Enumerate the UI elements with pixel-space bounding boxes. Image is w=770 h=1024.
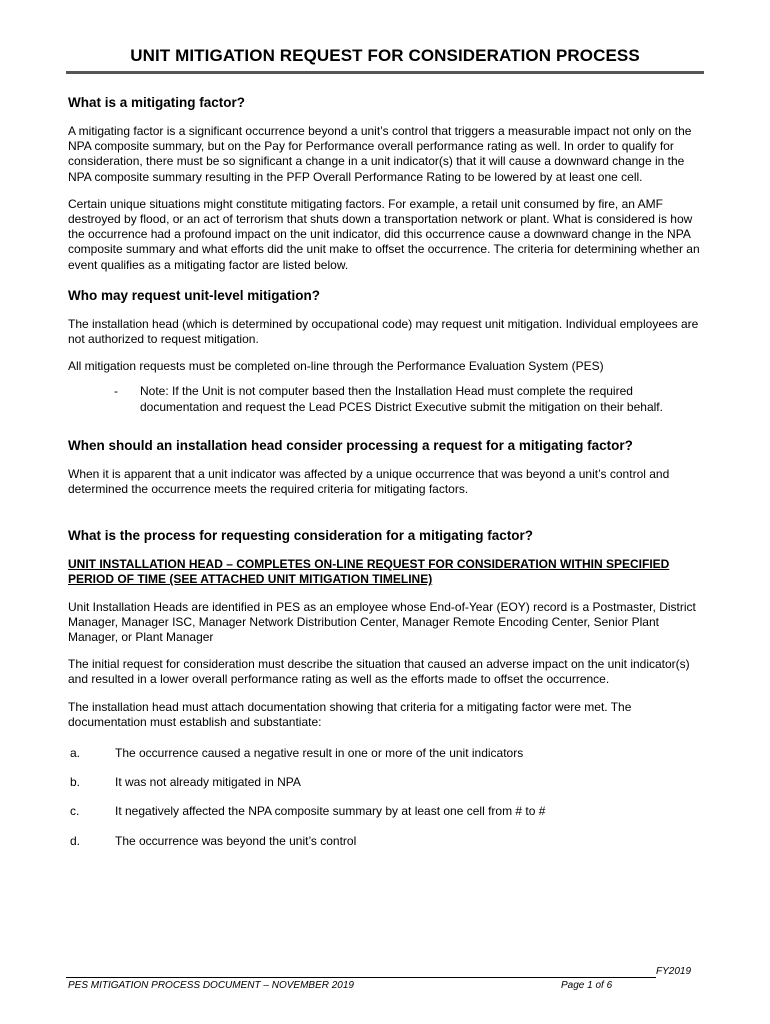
section-heading-who-may-request: Who may request unit-level mitigation?: [68, 287, 321, 303]
footer-page-number: Page 1 of 6: [561, 980, 613, 991]
section-heading-when-to-process: When should an installation head consider processing a request for a mitigating factor?: [68, 437, 633, 453]
note-text: Note: If the Unit is not computer based then the Installation Head must complete the required documentation and request the Lead PCES District Executive submit the mitigation on their behalf.: [140, 384, 663, 414]
footer-divider: [66, 977, 656, 978]
paragraph: Unit Installation Heads are identified in PES as an employee whose End-of-Year (EOY) record is a Postmaster, District Manager, Manager ISC, Manager Network Distribution Center, Manager Remote Encoding Center, Senior Plant Manager, or Plant Manager: [68, 599, 696, 645]
paragraph: All mitigation requests must be completed on-line through the Performance Evaluation System (PES): [68, 359, 604, 374]
list-item: [68, 834, 708, 849]
list-item: [68, 746, 708, 761]
paragraph: The installation head must attach documentation showing that criteria for a mitigating factor were met. The documentation must establish and substantiate:: [68, 699, 632, 729]
title-divider: [66, 71, 704, 74]
list-text: The occurrence caused a negative result in one or more of the unit indicators: [115, 746, 524, 761]
document-body: [68, 94, 708, 849]
process-subheading: UNIT INSTALLATION HEAD – COMPLETES ON-LINE REQUEST FOR CONSIDERATION WITHIN SPECIFIED PERIOD OF TIME (SEE ATTACHED UNIT MITIGATION TIMELINE): [68, 557, 670, 587]
footer-fiscal-year: FY2019: [656, 966, 692, 977]
list-text: It was not already mitigated in NPA: [115, 775, 301, 790]
paragraph: Certain unique situations might constitute mitigating factors. For example, a retail unit consumed by fire, an AMF destroyed by flood, or an act of terrorism that shuts down a transportation network or plant. What is considered is how the occurrence had a profound impact on the unit indicator, did this occurrence cause a downward change in the NPA composite summary and what efforts did the unit make to offset the occurrence. The criteria for determining whether an event qualifies as a mitigating factor are listed below.: [68, 196, 700, 272]
paragraph: The installation head (which is determined by occupational code) may request unit mitigation. Individual employees are not authorized to request mitigation.: [68, 316, 699, 347]
footer-document-name: PES MITIGATION PROCESS DOCUMENT – NOVEMBER 2019: [68, 980, 354, 991]
paragraph: A mitigating factor is a significant occurrence beyond a unit’s control that triggers a measurable impact not only on the NPA composite summary, but on the Pay for Performance overall performance rating as well. In order to qualify for consideration, there must be so significant a change in a unit indicator(s) that it will cause a downward change in the NPA composite summary resulting in the PFP Overall Performance Rating to be lowered by at least one cell.: [68, 124, 692, 184]
note-item: [68, 384, 708, 414]
page-title: UNIT MITIGATION REQUEST FOR CONSIDERATION PROCESS: [130, 46, 640, 65]
section-heading-process: What is the process for requesting consideration for a mitigating factor?: [68, 528, 534, 544]
list-letter: c.: [70, 804, 80, 819]
list-letter: b.: [70, 775, 81, 790]
list-letter: d.: [70, 833, 81, 848]
paragraph: The initial request for consideration must describe the situation that caused an adverse impact on the unit indicator(s) and resulted in a lower overall performance rating as well as the efforts made to offset the occurrence.: [68, 657, 690, 687]
list-letter: a.: [70, 746, 81, 761]
section-heading-mitigating-factor: What is a mitigating factor?: [68, 95, 246, 110]
note-bullet: -: [114, 384, 118, 399]
list-item: [68, 804, 708, 819]
list-text: The occurrence was beyond the unit’s control: [115, 833, 357, 848]
list-item: [68, 775, 708, 790]
paragraph: When it is apparent that a unit indicator was affected by a unique occurrence that was beyond a unit’s control and determined the occurrence meets the required criteria for mitigating factors.: [68, 466, 670, 497]
list-text: It negatively affected the NPA composite summary by at least one cell from # to #: [115, 804, 546, 819]
